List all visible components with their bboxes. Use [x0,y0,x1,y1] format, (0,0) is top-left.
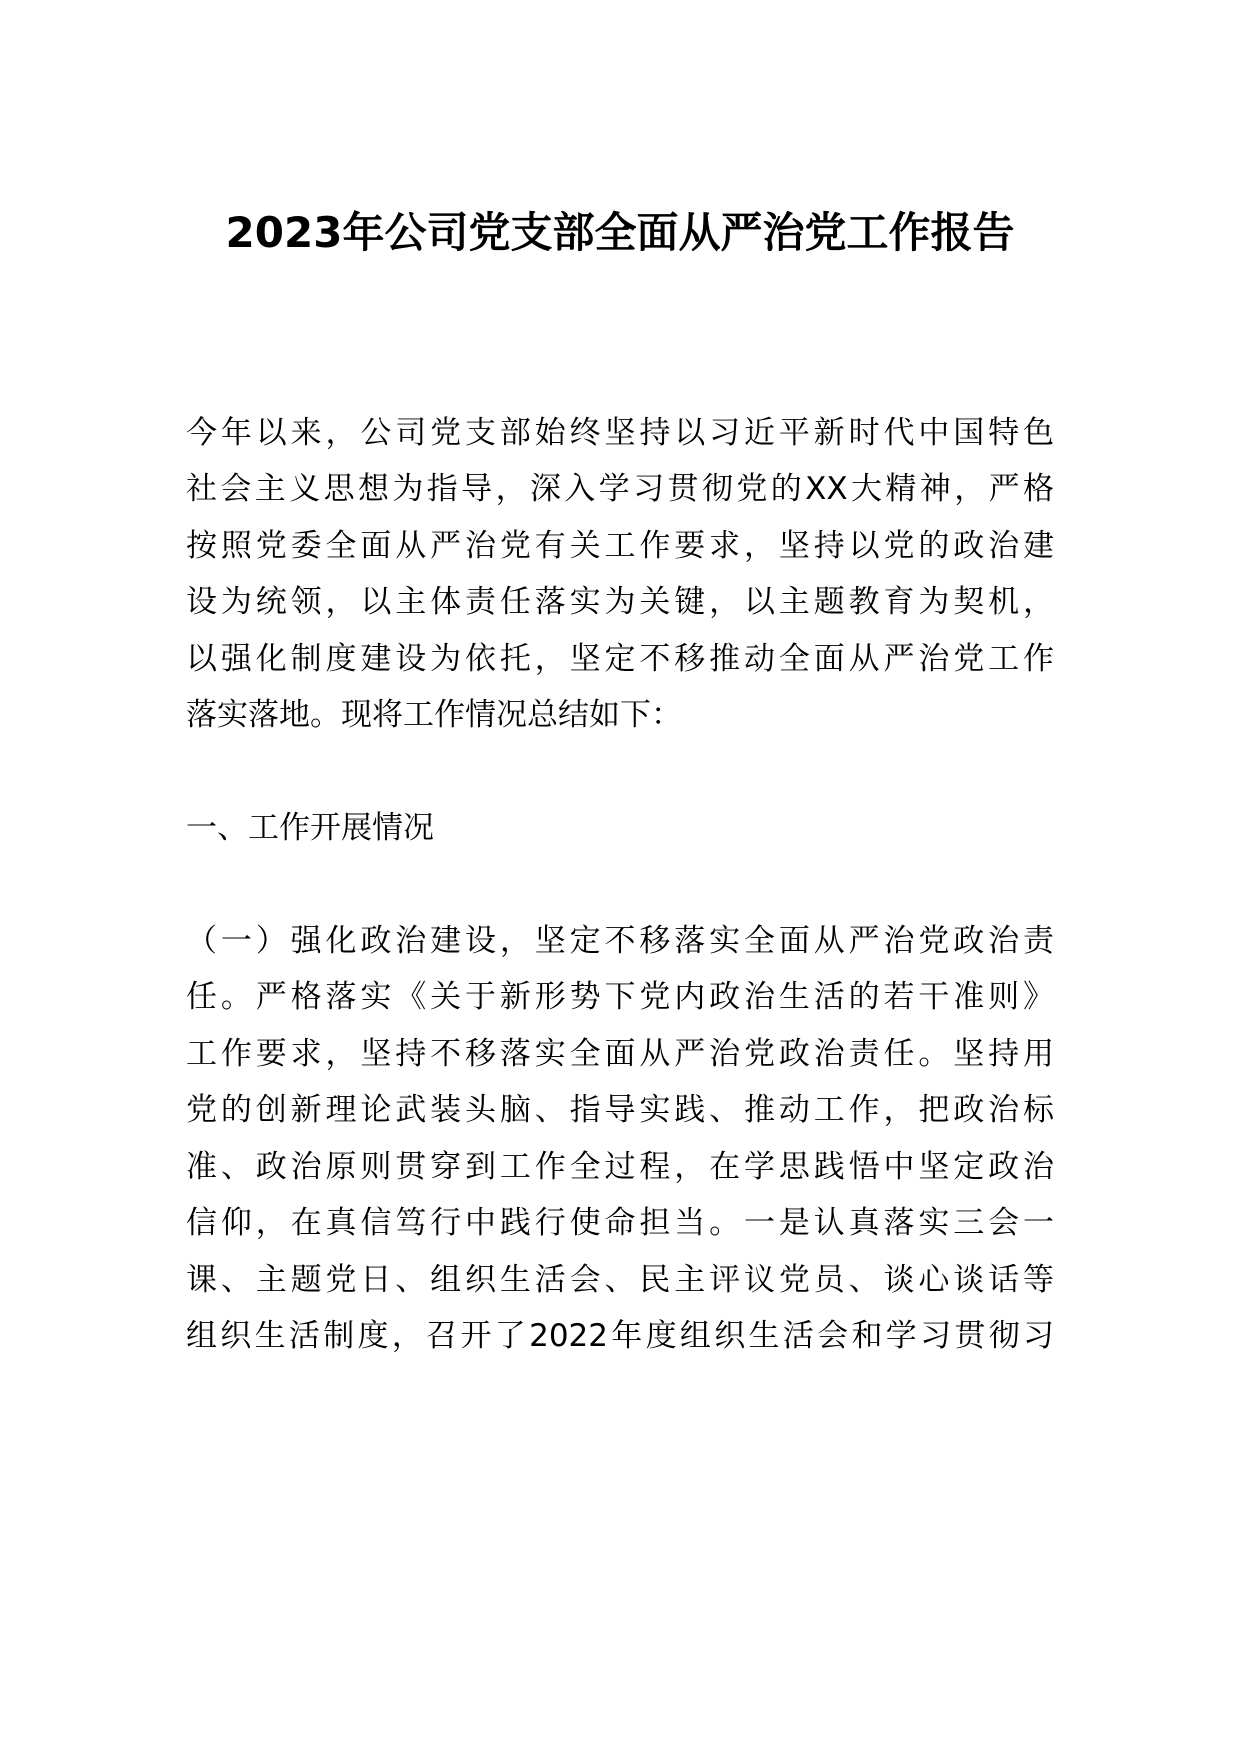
paragraph-line: （一）强化政治建设，坚定不移落实全面从严治党政治责 [186,923,1054,959]
paragraph-line: 信仰，在真信笃行中践行使命担当。一是认真落实三会一 [186,1205,1054,1241]
paragraph-line: 任。严格落实《关于新形势下党内政治生活的若干准则》 [186,979,1054,1015]
paragraph-line: 党的创新理论武装头脑、指导实践、推动工作，把政治标 [186,1092,1054,1128]
paragraph-line: 今年以来，公司党支部始终坚持以习近平新时代中国特色 [186,415,1054,451]
paragraph-line: 工作要求，坚持不移落实全面从严治党政治责任。坚持用 [186,1036,1054,1072]
paragraph-line: 设为统领，以主体责任落实为关键，以主题教育为契机， [186,584,1054,620]
document-title: 2023年公司党支部全面从严治党工作报告 [225,208,1015,257]
paragraph-line: 社会主义思想为指导，深入学习贯彻党的XX大精神，严格 [186,471,1054,507]
paragraph-line: 准、政治原则贯穿到工作全过程，在学思践悟中坚定政治 [186,1149,1054,1185]
paragraph-line: 以强化制度建设为依托，坚定不移推动全面从严治党工作 [186,641,1054,677]
paragraph-line: 组织生活制度，召开了2022年度组织生活会和学习贯彻习 [186,1318,1054,1354]
paragraph-line: 落实落地。现将工作情况总结如下： [186,697,682,733]
paragraph-line: 按照党委全面从严治党有关工作要求，坚持以党的政治建 [186,528,1054,564]
paragraph-line: 课、主题党日、组织生活会、民主评议党员、谈心谈话等 [186,1262,1054,1298]
section-heading: 一、工作开展情况 [186,810,434,846]
